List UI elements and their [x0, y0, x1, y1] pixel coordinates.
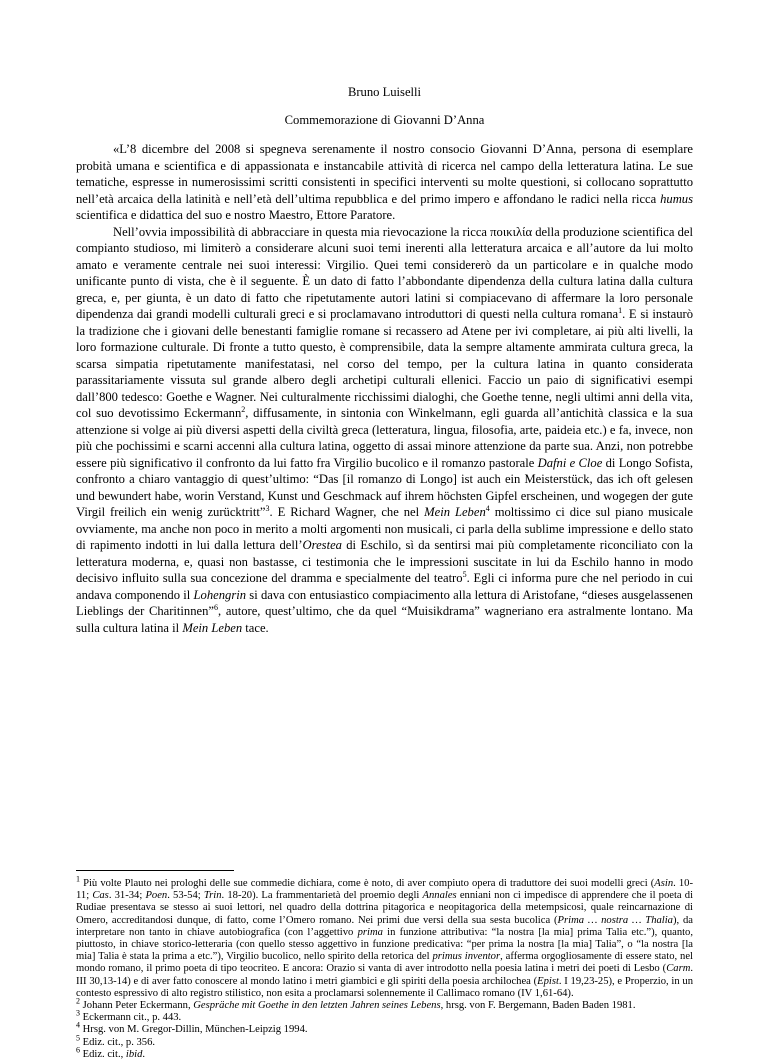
footnote-text: ), da interpretare non tanto in chiave autobiografica (con l’aggettivo [76, 914, 693, 938]
footnote-6 [76, 1045, 693, 1061]
italic-term: Dafni e Cloe [537, 455, 603, 470]
paragraph-text: , autore, quest’ultimo, che da quel “Muisikdrama” wagneriano era astralmente lontano. Ma sulla cultura latina il [76, 604, 694, 635]
italic-term: Mein Leben [424, 505, 486, 519]
paragraph-text: si dava con entusiastico compiacimento alla lettura di Aristofane, “dieses ausgelassenen Lieblings der Charitinnen” [76, 587, 693, 618]
footnote-4 [76, 1020, 693, 1036]
footnote-text: Johann Peter Eckermann, [80, 1000, 194, 1012]
paragraph-text: Nell’ovvia impossibilità di abbracciare in questa mia rievocazione la ricca ποικιλία della produzione scientifica del compianto studioso, mi limiterò a considerare alcuni suoi temi inerenti alla letteratura arcaica e all’autore da lui molto amato e veramente centrale nei suoi interessi: Virgilio. Quei temi considererò da un particolare e in qualche modo unificante punto di vista, che è il seguente. È un dato di fatto l’abbondante dipendenza della cultura latina dalla cultura greca, e, per giunta, è un dato di fatto che ripetutamente autori latini si compiacevano di affermare la loro personale dipendenza dai grandi modelli culturali greci e si proclamavano introduttori di questi nella cultura romana [76, 224, 693, 321]
footnote-ref-2[interactable]: 2 [241, 404, 246, 414]
author-name: Bruno Luiselli [347, 85, 422, 99]
italic-term: Cas [92, 890, 109, 902]
paragraph-1 [76, 141, 693, 224]
italic-term: ibid [125, 1048, 143, 1060]
footnote-ref-6[interactable]: 6 [214, 602, 219, 612]
document-title: Commemorazione di Giovanni D’Anna [284, 113, 485, 127]
italic-term: humus [660, 191, 693, 206]
italic-term: Orestea [302, 538, 342, 552]
italic-term: Carm [666, 963, 691, 975]
italic-term: Epist [537, 975, 559, 987]
footnote-text: Ediz. cit., [80, 1048, 126, 1060]
paragraph-2 [76, 224, 693, 637]
footnote-2 [76, 996, 693, 1012]
paragraph-text: scientifica e didattica del suo e nostro Maestro, Ettore Paratore. [76, 208, 396, 222]
paragraph-text: , diffusamente, in sintonia con Winkelmann, egli guarda all’antichità classica e la sua attenzione si volge ai più diversi aspetti della civiltà greca (letteratura, lingua, filosofia, arte, paideia etc.) e fa, invece, non più che pochissimi e scarni accenni alla cultura latina, oggetto di assai minore attenzione da parte sua. Anzi, non potrebbe essere più significativo il confronto da lui fatto fra Virgilio bucolico e il romanzo pastorale [76, 406, 693, 470]
footnote-number: 2 [76, 996, 80, 1006]
paragraph-text: di Eschilo, sì da sentirsi mai più completamente riconciliato con la letteratura moderna, e, quasi non bastasse, ci testimonia che le impressioni suscitate in lui da Eschilo hanno in modo decisivo influito sulla sua concezione del dramma e specialmente del teatro [76, 538, 693, 585]
footnote-text: . III 30,13-14) e di aver fatto conoscere al mondo latino i metri giambici e gli spiriti della poesia archilochea ( [76, 963, 693, 987]
footnote-text: Hrsg. von M. Gregor-Dillin, München-Leipzig 1994. [80, 1024, 308, 1036]
document-body [76, 141, 693, 636]
footnote-ref-1[interactable]: 1 [618, 305, 623, 315]
footnote-text: Ediz. cit., p. 356. [80, 1036, 156, 1048]
footnote-number: 5 [76, 1033, 80, 1043]
italic-term: Prima … nostra … Thalia [557, 914, 673, 926]
footnote-ref-3[interactable]: 3 [265, 503, 270, 513]
italic-term: prima [357, 926, 383, 938]
paragraph-text: . E Richard Wagner, che nel [269, 505, 425, 519]
footnote-text: , hrsg. von F. Bergemann, Baden Baden 1981. [440, 1000, 636, 1012]
footnote-1 [76, 874, 694, 1000]
footnote-ref-4[interactable]: 4 [485, 503, 490, 513]
italic-term: Annales [422, 890, 457, 902]
paragraph-text: . E si instaurò la tradizione che i giovani delle benestanti famiglie romane si recassero ad Atene per ivi completare, ai più alti livelli, la loro formazione culturale. Di fronte a tutto questo, è comprensibile, data la sempre altamente ammirata cultura greca, la scarsa simpatia ripetutamente manifestatasi, nel corso del tempo, per la cultura latina in quanto considerata parassitariamente vissuta sul grande albero degli archetipi culturali ellenici. Faccio un paio di significativi esempi dall’800 tedesco: Goethe e Wagner. Nei culturalmente ricchissimi dialoghi, che Goethe tenne, negli ultimi anni della vita, col suo devotissimo Eckermann [76, 307, 693, 420]
footnote-text: in funzione attributiva: “la nostra [la mia] prima Talia etc.”), quanto, piuttosto, in chiave storico-letteraria (con quello stesso aggettivo in funzione predicativa: “per prima la nostra [la mia] Talia”, o “la nostra [la mia] Talia è stata la prima a etc.”), Virgilio bucolico, nello spirito della retorica del [76, 926, 694, 963]
paragraph-text: tace. [242, 620, 269, 635]
italic-term: Gespräche mit Goethe in den letzten Jahren seines Lebens [193, 1000, 441, 1012]
footnote-3 [76, 1008, 693, 1024]
footnote-ref-5[interactable]: 5 [462, 569, 467, 579]
footnote-number: 3 [76, 1008, 80, 1018]
italic-term: Poen [145, 890, 168, 902]
footnote-number: 4 [76, 1020, 80, 1030]
italic-term: Asin [654, 878, 674, 889]
italic-term: primus inventor [432, 951, 501, 963]
footnote-separator [76, 870, 234, 871]
footnote-text: . I 19,23-25), e Properzio, in un contesto espressivo di alto registro stilistico, non esita a proclamarsi solennemente il Callimaco romano (IV 1,61-64). [76, 975, 693, 999]
footnote-number: 1 [76, 874, 80, 884]
footnote-text: Più volte Plauto nei prologhi delle sue commedie dichiara, come è noto, di aver compiuto opera di traduttore dei suoi modelli greci ( [80, 878, 655, 889]
footnotes [76, 874, 694, 1061]
footnote-text: . [142, 1048, 146, 1060]
paragraph-text: di Longo Sofista, confronto a chiaro vantaggio di quest’ultimo: “Das [il romanzo di Longo] ist auch ein Meisterstück, das ich oft gelesen und bewundert habe, worin Verstand, Kunst und Geschmack auf ihrem höchsten Gipfel erscheinen, und wogegen der gute Virgil freilich ein wenig zurücktritt” [76, 455, 694, 519]
footnote-number: 6 [76, 1045, 80, 1055]
italic-term: Trin [203, 890, 222, 902]
footnote-5 [76, 1033, 693, 1049]
paragraph-text: moltissimo ci dice sul piano musicale ovviamente, ma anche non poco in merito a molti argomenti non musicali, ci parla della sublime impressione e dello stato di rapimento indotti in lui dalla lettura dell’ [76, 505, 693, 552]
footnote-text: Eckermann cit., p. 443. [80, 1012, 182, 1024]
footnote-text: enniani non ci impedisce di apprendere che il poeta di Rudiae presentava se stesso ai suoi lettori, nel quadro della dottrina pitagorica e neopitagorica della metempsicosi, quale reincarnazione di Omero, accreditandosi dunque, di fatto, come l’Omero romano. Nei primi due versi della sua sesta bucolica ( [76, 890, 694, 926]
footnote-text: . 31-34; [108, 890, 146, 902]
italic-term: Mein Leben [182, 620, 243, 635]
paragraph-text: «L’8 dicembre del 2008 si spegneva serenamente il nostro consocio Giovanni D’Anna, persona di esemplare probità umana e scientifica e di appassionata e instancabile attività di ricerca nel campo della letteratura latina. Le sue tematiche, espresse in numerosissimi scritti consistenti in specifici interventi su molte questioni, si collocano soprattutto nell’età arcaica della latinità e nell’età dell’ultima repubblica e del primo impero e affondano le radici nella ricca [76, 142, 693, 206]
footnote-text: . 53-54; [167, 890, 204, 902]
italic-term: Lohengrin [193, 587, 247, 602]
paragraph-text: . Egli ci informa pure che nel periodo in cui andava componendo il [76, 571, 693, 602]
footnote-text: . 10-11; [76, 878, 693, 902]
footnote-text: . 18-20). La frammentarietà del proemio degli [221, 890, 423, 902]
footnote-text: , afferma orgogliosamente di essere stato, nel mondo romano, il primo poeta di tipo teocriteo. E ancora: Orazio si vanta di aver introdotto nella poesia latina i metri dei poeti di Lesbo ( [76, 951, 693, 975]
